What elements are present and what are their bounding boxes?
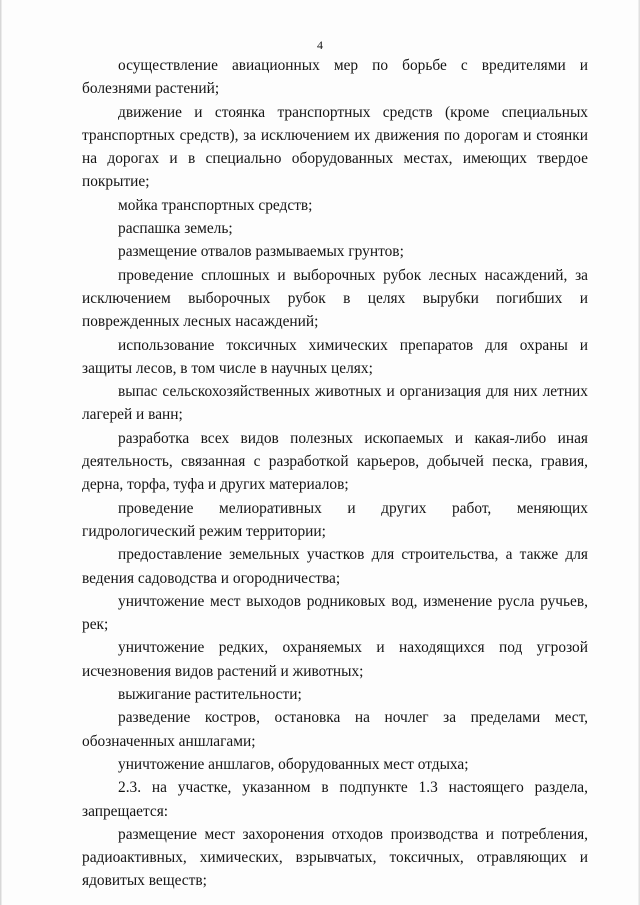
paragraph: распашка земель; [118,220,233,238]
paragraph: проведение сплошных и выборочных рубок лесных насаждений, за исключением выборочных рубок в целях вырубки погибших и поврежденных лесных насаждений; [82,266,588,331]
paragraph: выпас сельскохозяйственных животных и организация для них летних лагерей и ванн; [82,383,588,424]
section-clause: 2.3. на участке, указанном в подпункте 1.3 настоящего раздела, запрещается: [82,779,588,820]
paragraph: уничтожение мест выходов родниковых вод, изменение русла ручьев, рек; [82,592,588,634]
paragraph: размещение отвалов размываемых грунтов; [118,243,404,261]
paragraph: разведение костров, остановка на ночлег за пределами мест, обозначенных аншлагами; [82,709,588,750]
paragraph: мойка транспортных средств; [118,196,313,214]
paragraph: проведение мелиоративных и других работ, меняющих гидрологический режим территории; [82,499,588,540]
paragraph: движение и стоянка транспортных средств (кроме специальных транспортных средств), за исключением их движения по дорогам и стоянки на дорогах и в специально оборудованных местах, имеющих твердое покрытие; [82,103,588,191]
paragraph: выжигание растительности; [118,686,302,704]
paragraph: уничтожение аншлагов, оборудованных мест отдыха; [118,755,469,773]
paragraph: использование токсичных химических препаратов для охраны и защиты лесов, в том числе в научных целях; [82,336,588,377]
paragraph: уничтожение редких, охраняемых и находящихся под угрозой исчезновения видов растений и животных; [82,639,588,680]
paragraph: размещение мест захоронения отходов производства и потребления, радиоактивных, химических, взрывчатых, токсичных, отравляющих и ядовитых веществ; [82,825,588,890]
paragraph: разработка всех видов полезных ископаемых и какая-либо иная деятельность, связанная с разработкой карьеров, добычей песка, гравия, дерна, торфа, туфа и других материалов; [82,429,588,494]
document-body [82,54,588,893]
paragraph: осуществление авиационных мер по борьбе с вредителями и болезнями растений; [82,57,588,98]
scan-edge-left [0,0,2,905]
page-number: 4 [317,38,323,52]
paragraph: предоставление земельных участков для строительства, а также для ведения садоводства и огородничества; [82,546,588,587]
